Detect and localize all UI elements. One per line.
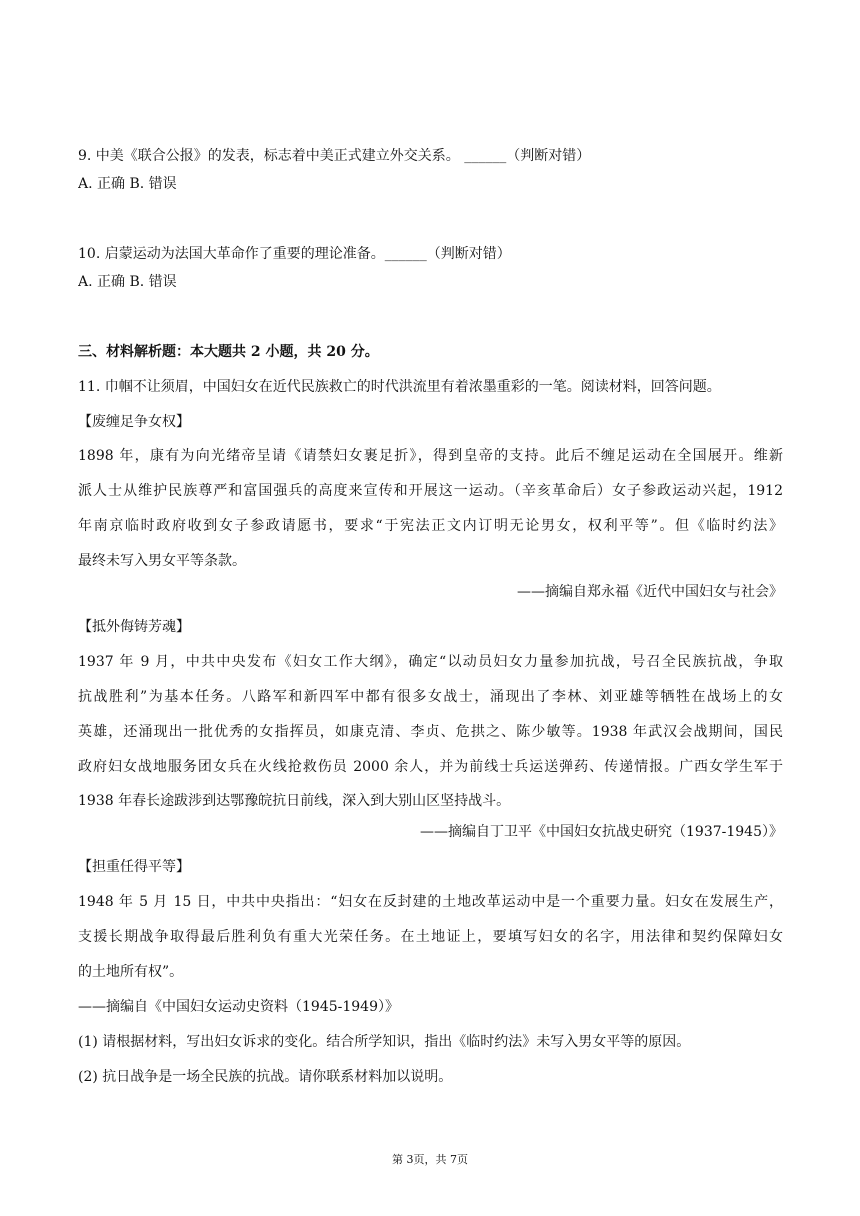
material-2-line: 抗战胜利”为基本任务。八路军和新四军中都有很多女战士，涌现出了李林、刘亚雄等牺牲在战场上的女	[78, 689, 783, 705]
material-3-title: 【担重任得平等】	[78, 859, 190, 875]
material-1-line: 年南京临时政府收到女子参政请愿书，要求“于宪法正文内订明无论男女，权利平等”。但《临时约法》	[78, 518, 783, 534]
material-3-line: 1948 年 5 月 15 日，中共中央指出：“妇女在反封建的土地改革运动中是一个重要力量。妇女在发展生产，	[78, 894, 783, 910]
question-11-intro: 11. 巾帼不让须眉，中国妇女在近代民族救亡的时代洪流里有着浓墨重彩的一笔。阅读材料，回答问题。	[78, 379, 721, 395]
material-1-line: 1898 年，康有为向光绪帝呈请《请禁妇女裹足折》，得到皇帝的支持。此后不缠足运动在全国展开。维新	[78, 448, 783, 464]
material-1-line: 派人士从维护民族尊严和富国强兵的高度来宣传和开展这一运动。（辛亥革命后）女子参政运动兴起，1912	[78, 483, 783, 499]
material-1-source: ——摘编自郑永福《近代中国妇女与社会》	[517, 584, 783, 600]
material-2-line: 政府妇女战地服务团女兵在火线抢救伤员 2000 余人，并为前线士兵运送弹药、传递情报。广西女学生军于	[78, 759, 783, 775]
page-number: 第 3页，共 7页	[392, 1153, 468, 1166]
material-2-line: 英雄，还涌现出一批优秀的女指挥员，如康克清、李贞、危拱之、陈少敏等。1938 年武汉会战期间，国民	[78, 724, 783, 740]
material-1-title: 【废缠足争女权】	[78, 414, 190, 430]
material-3-source: ——摘编自《中国妇女运动史资料（1945-1949）》	[78, 999, 399, 1015]
sub-question-2: (2) 抗日战争是一场全民族的抗战。请你联系材料加以说明。	[78, 1069, 453, 1085]
section-3-heading: 三、材料解析题：本大题共 2 小题，共 20 分。	[78, 344, 379, 360]
material-3-line: 的土地所有权”。	[78, 964, 184, 980]
material-3-line: 支援长期战争取得最后胜利负有重大光荣任务。在土地证上，要填写妇女的名字，用法律和契约保障妇女	[78, 929, 783, 945]
material-2-line: 1938 年春长途跋涉到达鄂豫皖抗日前线，深入到大别山区坚持战斗。	[78, 793, 511, 809]
material-2-source: ——摘编自丁卫平《中国妇女抗战史研究（1937-1945）》	[420, 824, 783, 840]
material-2-title: 【抵外侮铸芳魂】	[78, 619, 190, 635]
question-9-stem: 9. 中美《联合公报》的发表，标志着中美正式建立外交关系。 ______（判断对错）	[78, 148, 591, 164]
material-2-line: 1937 年 9 月，中共中央发布《妇女工作大纲》，确定“以动员妇女力量参加抗战，号召全民族抗战，争取	[78, 654, 783, 670]
sub-question-1: (1) 请根据材料，写出妇女诉求的变化。结合所学知识，指出《临时约法》未写入男女平等的原因。	[78, 1034, 691, 1050]
material-1-line: 最终未写入男女平等条款。	[78, 553, 246, 569]
question-9-options: A. 正确 B. 错误	[78, 176, 177, 192]
question-10-options: A. 正确 B. 错误	[78, 274, 177, 290]
question-10-stem: 10. 启蒙运动为法国大革命作了重要的理论准备。______（判断对错）	[78, 246, 511, 262]
